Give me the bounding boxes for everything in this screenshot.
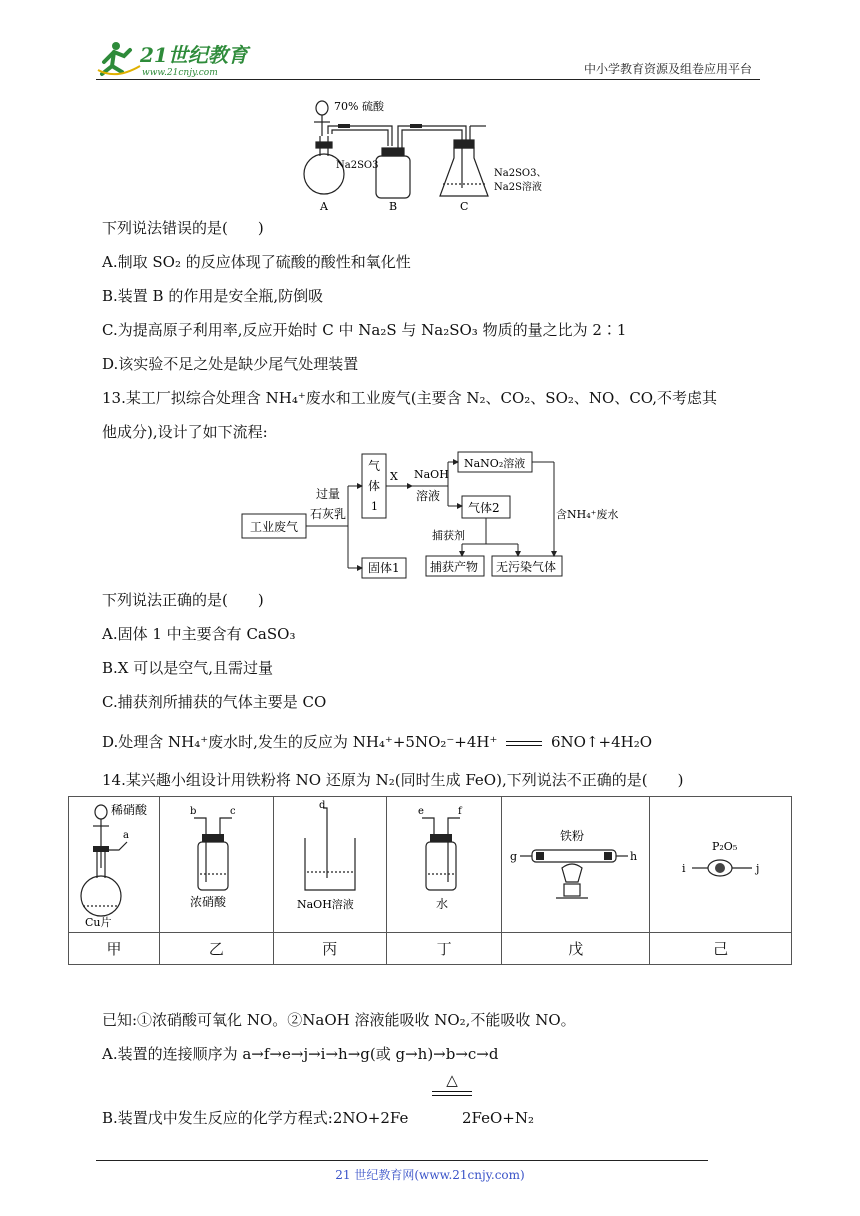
acid-label: 70% 硫酸 [334, 100, 384, 113]
q13-stem-line1: 13.某工厂拟综合处理含 NH₄⁺废水和工业废气(主要含 N₂、CO₂、SO₂、NO、CO,不考虑其 [102, 389, 717, 407]
wu-h-label: h [629, 849, 637, 863]
jia-cu-label: Cu片 [85, 915, 112, 928]
q12-option-c: C.为提高原子利用率,反应开始时 C 中 Na₂S 与 Na₂SO₃ 物质的量之比为 2∶1 [102, 321, 627, 339]
ding-liquid-label: 水 [436, 896, 449, 911]
apparatus-ding [386, 797, 501, 933]
ding-e-label: e [418, 805, 425, 817]
equals-sign-icon [506, 741, 542, 746]
runner-icon [98, 42, 140, 74]
bing-d-label: d [318, 799, 326, 811]
label-wu: 戊 [502, 933, 650, 965]
ding-f-label: f [458, 805, 462, 817]
nano2-box: NaNO₂溶液 [464, 457, 526, 470]
wu-g-label: g [509, 849, 517, 863]
jia-a-label: a [123, 829, 130, 841]
label-bing: 丙 [273, 933, 386, 965]
footer-divider [96, 1160, 708, 1161]
q12-option-b: B.装置 B 的作用是安全瓶,防倒吸 [102, 287, 324, 305]
apparatus-a-label: A [320, 200, 328, 213]
q13-option-b: B.X 可以是空气,且需过量 [102, 659, 274, 677]
label-ji: 己 [650, 933, 792, 965]
gas2-box: 气体2 [468, 501, 500, 515]
gas1-char1: 气 [368, 459, 381, 473]
naoh-label: NaOH [414, 468, 449, 481]
solution-label: 溶液 [416, 489, 441, 503]
q14-option-b-reactants: B.装置戊中发生反应的化学方程式:2NO+2Fe [102, 1109, 409, 1127]
apparatus-jia [69, 797, 160, 933]
label-yi: 乙 [160, 933, 273, 965]
ji-i-label: i [681, 861, 686, 875]
figure-q13-flowchart [236, 448, 626, 580]
logo-url: www.21cnjy.com [142, 68, 218, 78]
reagent-c-label-2: Na2S溶液 [494, 182, 542, 193]
reagent-c-label-1: Na2SO3、 [494, 168, 547, 179]
q14-stem: 14.某兴趣小组设计用铁粉将 NO 还原为 N₂(同时生成 FeO),下列说法不正确的是( ) [102, 771, 684, 789]
apparatus-table [68, 796, 792, 965]
q13-option-d-products: 6NO↑+4H₂O [550, 733, 653, 751]
q13-option-d-equation: D.处理含 NH₄⁺废水时,发生的反应为 NH₄⁺+5NO₂⁻+4H⁺ [102, 733, 498, 751]
apparatus-wu [502, 797, 650, 933]
q14-option-b [102, 1108, 534, 1128]
q13-stem-line2: 他成分),设计了如下流程: [102, 423, 268, 441]
q13-option-a: A.固体 1 中主要含有 CaSO₃ [102, 625, 296, 643]
logo-text: 21世纪教育 [140, 43, 248, 67]
wu-fe-label: 铁粉 [559, 828, 584, 843]
waste-gas-box: 工业废气 [250, 520, 299, 534]
q13-prompt: 下列说法正确的是( ) [102, 591, 264, 609]
q14-known: 已知:①浓硝酸可氧化 NO。②NaOH 溶液能吸收 NO₂,不能吸收 NO。 [102, 1011, 576, 1029]
ji-p2o5-label: P₂O₅ [711, 839, 737, 853]
footer-text: 21 世纪教育网(www.21cnjy.com) [335, 1168, 525, 1182]
label-jia: 甲 [69, 933, 160, 965]
lime-label: 石灰乳 [310, 507, 347, 521]
q13-option-d [102, 732, 652, 752]
apparatus-b-label: B [389, 200, 398, 213]
q13-option-c: C.捕获剂所捕获的气体主要是 CO [102, 693, 327, 711]
yi-b-label: b [190, 805, 197, 817]
q12-option-a: A.制取 SO₂ 的反应体现了硫酸的酸性和氧化性 [102, 253, 411, 271]
yi-c-label: c [230, 805, 236, 817]
solid1-box: 固体1 [368, 561, 400, 575]
site-logo [96, 40, 266, 80]
bing-liquid-label: NaOH溶液 [296, 897, 354, 911]
apparatus-c-label: C [460, 200, 469, 213]
header-platform-text: 中小学教育资源及组卷应用平台 [583, 62, 752, 76]
reagent-a-label: Na2SO3 [336, 160, 379, 171]
jia-acid-label: 稀硝酸 [111, 802, 148, 817]
heat-triangle-icon: △ [446, 1071, 458, 1089]
apparatus-yi [160, 797, 273, 933]
excess-label: 过量 [316, 487, 341, 501]
capture-agent-label: 捕获剂 [432, 529, 465, 542]
gas1-char3: 1 [371, 500, 378, 513]
q14-option-b-products: 2FeO+N₂ [461, 1109, 534, 1127]
ammonium-waste-label: 含NH₄⁺废水 [556, 508, 619, 521]
clean-gas-box: 无污染气体 [496, 560, 557, 574]
q12-prompt: 下列说法错误的是( ) [102, 219, 264, 237]
q14-option-a: A.装置的连接顺序为 a→f→e→j→i→h→g(或 g→h)→b→c→d [102, 1045, 499, 1063]
heat-condition [432, 1072, 472, 1096]
label-ding: 丁 [386, 933, 501, 965]
x-label: X [390, 470, 398, 483]
ji-j-label: j [755, 861, 760, 875]
apparatus-ji [650, 797, 792, 933]
figure-q12-apparatus [300, 96, 560, 216]
yi-liquid-label: 浓硝酸 [190, 894, 227, 909]
gas1-char2: 体 [368, 479, 381, 493]
header-divider [96, 79, 760, 80]
apparatus-bing [273, 797, 386, 933]
q12-option-d: D.该实验不足之处是缺少尾气处理装置 [102, 355, 359, 373]
capture-product-box: 捕获产物 [430, 560, 479, 574]
